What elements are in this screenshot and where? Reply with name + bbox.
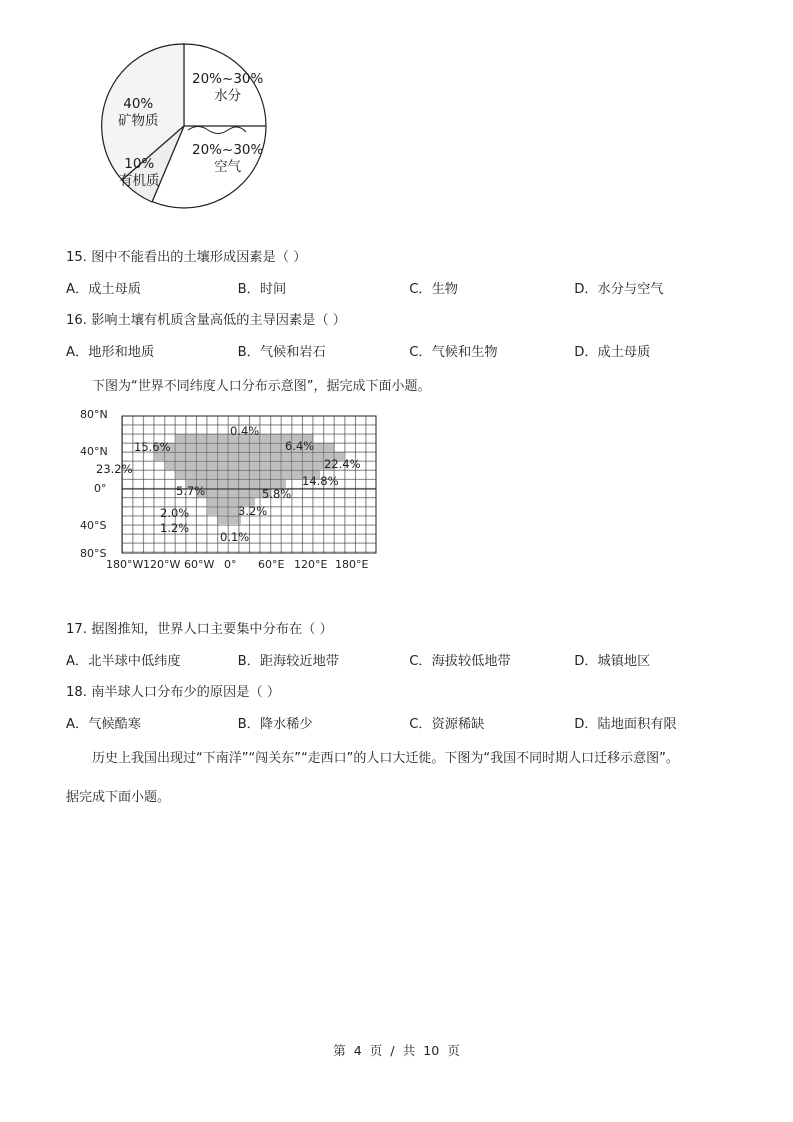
option-15-d[interactable]: D．水分与空气 [574, 281, 664, 297]
map-xlabel-60e: 60°E [258, 558, 285, 572]
question-17-options [66, 650, 726, 669]
map-value-6-4: 6.4% [285, 439, 315, 454]
question-16-text: 影响土壤有机质含量高低的主导因素是（ ） [91, 312, 346, 328]
figure-soil-composition [92, 34, 292, 234]
map-ylabel-40n: 40°N [80, 445, 108, 459]
footer-page-number: 4 [353, 1043, 362, 1058]
map-ylabel-80n: 80°N [80, 408, 108, 422]
page-content [66, 30, 726, 809]
question-15-text: 图中不能看出的土壤形成因素是（ ） [91, 250, 307, 265]
map-value-0-4: 0.4% [230, 424, 260, 439]
question-18-options [66, 713, 726, 732]
question-18-text: 南半球人口分布少的原因是（ ） [91, 685, 281, 701]
option-17-b[interactable]: B．距海较近地带 [237, 654, 339, 670]
soil-pie-svg [92, 34, 292, 234]
question-17-text: 据图推知，世界人口主要集中分布在（ ） [91, 622, 333, 638]
option-17-d[interactable]: D．城镇地区 [574, 654, 651, 670]
question-15-options [66, 278, 726, 297]
footer-separator: / [390, 1043, 395, 1058]
footer-total-suffix: 页 [447, 1043, 460, 1058]
map-value-0-1: 0.1% [220, 530, 250, 545]
map-xlabel-120w: 120°W [143, 558, 181, 572]
question-16-number: 16. [66, 312, 87, 328]
page-footer [0, 1040, 793, 1059]
soil-label-water: 20%~30% 水分 [192, 71, 264, 104]
lead-text-after-map-line2: 据完成下面小题。 [66, 789, 171, 805]
option-18-c[interactable]: C．资源稀缺 [409, 716, 485, 732]
map-ylabel-40s: 40°S [80, 519, 107, 533]
footer-prefix: 第 [333, 1043, 346, 1058]
question-16-options [66, 341, 726, 360]
option-18-b[interactable]: B．降水稀少 [237, 716, 313, 732]
option-18-d[interactable]: D．陆地面积有限 [574, 716, 677, 732]
footer-total-pages: 10 [423, 1043, 440, 1058]
option-17-a[interactable]: A．北半球中低纬度 [66, 654, 181, 670]
map-value-14-8: 14.8% [302, 474, 339, 489]
map-xlabel-180e: 180°E [335, 558, 369, 572]
lead-text-before-map: 下图为“世界不同纬度人口分布示意图”，据完成下面小题。 [92, 378, 431, 394]
option-16-b[interactable]: B．气候和岩石 [237, 344, 326, 360]
map-value-5-7: 5.7% [176, 484, 206, 499]
option-15-a[interactable]: A．成土母质 [66, 281, 141, 297]
option-15-c[interactable]: C．生物 [409, 281, 458, 297]
footer-total-prefix: 共 [402, 1043, 416, 1058]
footer-page-suffix: 页 [369, 1043, 383, 1058]
map-xlabel-120e: 120°E [294, 558, 328, 572]
question-17-stem [66, 620, 726, 640]
map-value-3-2: 3.2% [238, 504, 268, 519]
map-xlabel-180w: 180°W [106, 558, 144, 572]
soil-label-mineral: 40% 矿物质 [118, 96, 159, 129]
map-value-2-0: 2.0% [160, 506, 190, 521]
map-xlabel-0: 0° [224, 558, 237, 572]
map-value-23-2: 23.2% [96, 462, 133, 477]
question-15-stem [66, 248, 726, 268]
option-16-d[interactable]: D．成土母质 [574, 344, 651, 360]
question-17-number: 17. [66, 622, 87, 638]
option-16-c[interactable]: C．气候和生物 [409, 344, 498, 360]
map-ylabel-80s: 80°S [80, 547, 107, 561]
soil-label-organic: 10% 有机质 [119, 156, 160, 189]
map-value-1-2: 1.2% [160, 521, 190, 536]
option-16-a[interactable]: A．地形和地质 [66, 344, 155, 360]
lead-text-after-map-line1: 历史上我国出现过“下南洋”“闯关东”“走西口”的人口大迁徙。下图为“我国不同时期人口迁移示意图”。 [92, 750, 679, 766]
question-18-number: 18. [66, 685, 87, 701]
question-16-stem [66, 311, 726, 331]
option-17-c[interactable]: C．海拔较低地带 [409, 654, 511, 670]
figure-population-distribution [80, 406, 420, 606]
option-18-a[interactable]: A．气候酷寒 [66, 716, 141, 732]
map-value-22-4: 22.4% [324, 457, 361, 472]
option-15-b[interactable]: B．时间 [237, 281, 287, 297]
map-xlabel-60w: 60°W [184, 558, 215, 572]
map-value-15-6: 15.6% [134, 440, 171, 455]
question-18-stem [66, 683, 726, 703]
map-value-5-8: 5.8% [262, 487, 292, 502]
map-ylabel-0: 0° [94, 482, 107, 496]
question-15-number: 15. [66, 250, 87, 265]
soil-label-air: 20%~30% 空气 [192, 142, 264, 175]
